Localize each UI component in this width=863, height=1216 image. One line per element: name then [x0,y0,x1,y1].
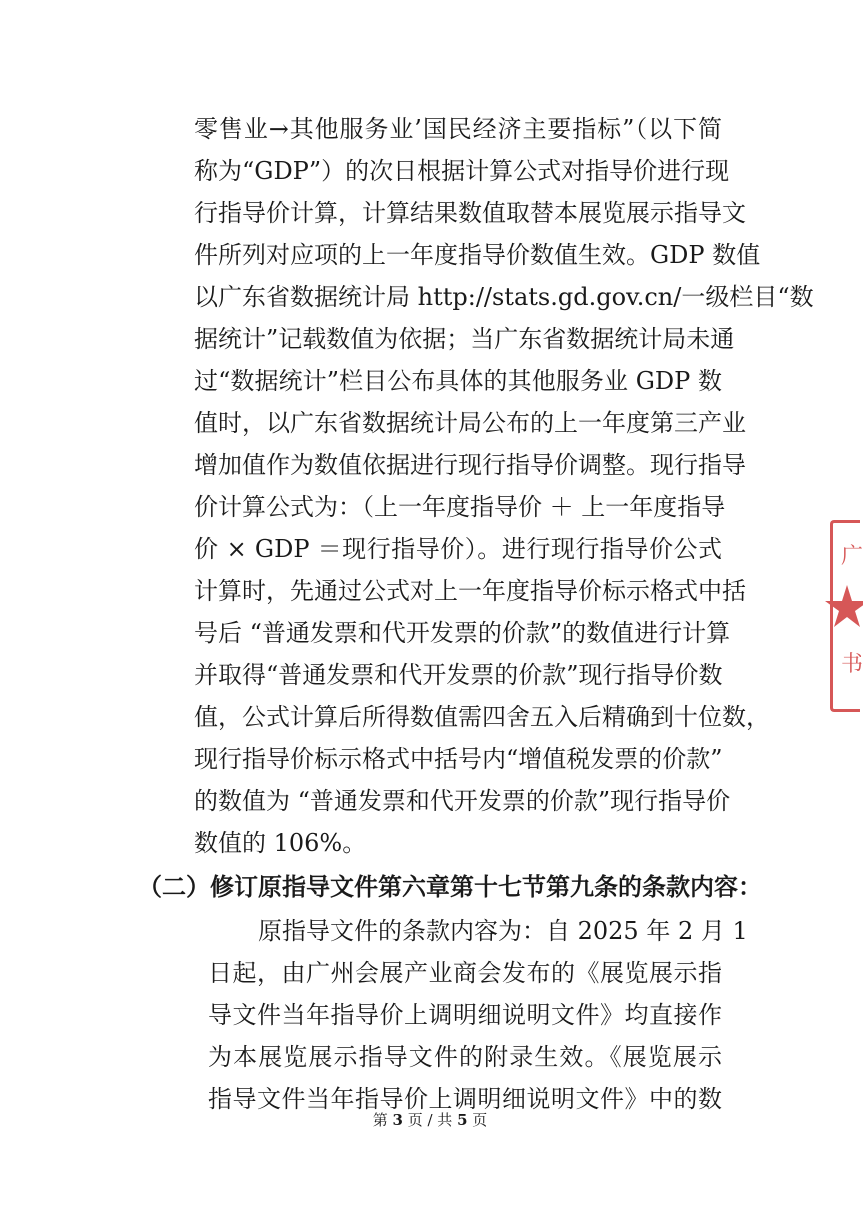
text-line: 号后 “普通发票和代开发票的价款”的数值进行计算 [194,619,731,647]
text-line: 以广东省数据统计局 http://stats.gd.gov.cn/一级栏目“数 [194,283,814,311]
section-heading: （二）修订原指导文件第六章第十七节第九条的条款内容： [138,872,762,901]
text-line: 指导文件当年指导价上调明细说明文件》中的数 [208,1085,722,1113]
text-line: 据统计”记载数值为依据；当广东省数据统计局未通 [194,325,735,353]
official-seal [830,520,863,712]
text-line: 值时，以广东省数据统计局公布的上一年度第三产业 [194,409,746,437]
seal-char-top: 广 [841,544,863,569]
text-line: 日起，由广州会展产业商会发布的《展览展示指 [208,959,722,987]
seal-char-bottom: 书 [841,652,863,677]
seal-star-icon [833,523,863,715]
text-line: 的数值为 “普通发票和代开发票的价款”现行指导价 [194,787,731,815]
text-line: 值，公式计算后所得数值需四舍五入后精确到十位数， [194,703,770,731]
footer-total-pages: 5 [457,1111,468,1129]
text-line: 增加值作为数值依据进行现行指导价调整。现行指导 [194,451,746,479]
text-line: 过“数据统计”栏目公布具体的其他服务业 GDP 数 [194,367,722,395]
text-line: 现行指导价标示格式中括号内“增值税发票的价款” [194,745,723,773]
text-line: 导文件当年指导价上调明细说明文件》均直接作 [208,1001,722,1029]
text-line: 件所列对应项的上一年度指导价数值生效。GDP 数值 [194,241,761,269]
footer-suffix: 页 [467,1111,488,1129]
text-line: 行指导价计算，计算结果数值取替本展览展示指导文 [194,199,746,227]
text-line: 计算时，先通过公式对上一年度指导价标示格式中括 [194,577,746,605]
footer-middle: 页 / 共 [402,1111,458,1129]
text-line: 价 × GDP ＝现行指导价）。进行现行指导价公式 [194,535,722,563]
text-line: 称为“GDP”）的次日根据计算公式对指导价进行现 [194,157,730,185]
page-footer [0,1110,860,1130]
text-line: 原指导文件的条款内容为：自 2025 年 2 月 1 [258,917,748,945]
footer-page-number: 3 [392,1111,403,1129]
footer-prefix: 第 [372,1111,393,1129]
text-line: 为本展览展示指导文件的附录生效。《展览展示 [208,1043,722,1071]
text-line: 数值的 106%。 [194,829,367,857]
text-line: 价计算公式为：（上一年度指导价 ＋ 上一年度指导 [194,493,726,521]
text-line: 并取得“普通发票和代开发票的价款”现行指导价数 [194,661,723,689]
text-line: 零售业→其他服务业’国民经济主要指标”（以下简 [194,115,722,143]
seal-star [825,585,863,627]
